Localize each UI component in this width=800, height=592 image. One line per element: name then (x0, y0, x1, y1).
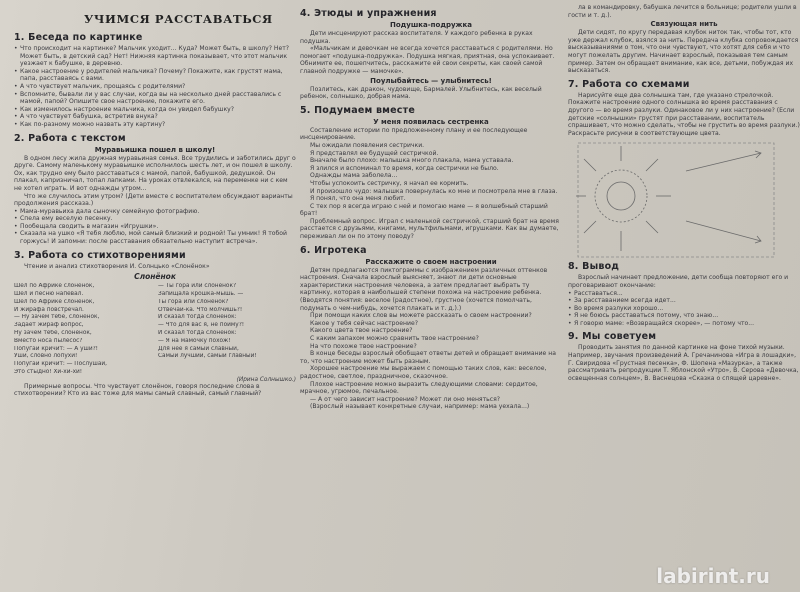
sun-icon (576, 146, 671, 251)
paragraph: Чтобы успокоить сестричку, я начал ее кормить. (310, 179, 469, 187)
list-item: • Я не боюсь расставаться потому, что знаю... (574, 312, 800, 320)
list-item: • А что чувствует бабушка, встретив внука? (20, 113, 296, 121)
section-8-paragraph: Взрослый начинает предложение, дети сообща повторяют его и проговаривают окончание: (568, 274, 789, 289)
paragraph: Я представлял ее будущей сестричкой. (310, 149, 439, 157)
paragraph: С тех пор я всегда играю с ней и помогаю маме — я волшебный старший брат! (300, 202, 548, 218)
section-2-heading: 2. Работа с текстом (14, 132, 126, 144)
paragraph: Я понял, что она меня любит. (310, 195, 406, 203)
section-7-paragraph: Нарисуйте еще два солнышка там, где указано стрелочкой. Покажите настроение одного солнышка во время расставания с другого — во время разлуки. Одинаковое ли у них настроение? (Если детские «солнышки» грустят при расставании, воспитатель спрашивает, что можно сделать, чтобы не грустить во время разлуки.) Раскрасьте рисунки в соответствующие цвета. (568, 91, 800, 137)
list-item: • Что происходит на картинке? Мальчик уходит... Куда? Может быть, в школу? Нет? Может быть, в детский сад? Нет! Нижняя картинка показывает, что этот мальчик уезжает к бабушке, в деревню. (20, 45, 296, 68)
thread-subtitle: Связующая нить (650, 20, 718, 29)
sun-drawing-area (568, 137, 800, 257)
paragraph: Однажды мама заболела... (310, 172, 398, 180)
section-2-paragraph: В одном лесу жила дружная муравьиная семья. Все трудились и заботились друг о друге. Самому маленькому муравьишке исполнилось шесть лет, и он пошел в школу. Ох, как трудно ему было расставаться с мамой, папой, бабушкой, дедушкой. Он плакал, капризничал, топал лапками. На уроках отвлекался, на переменке ни с кем не хотел играть. И вот однажды утром... (14, 154, 296, 192)
section-6-heading: 6. Игротека (300, 244, 367, 256)
list-item: • За расставанием всегда идет... (574, 297, 800, 305)
paragraph: Я злился и вспоминал то время, когда сестрички не было. (310, 164, 499, 172)
list-item: • Как по-разному можно назвать эту картину? (20, 121, 296, 129)
list-item: • Спела ему веселую песенку. (20, 215, 296, 223)
text-line: — Ну зачем тебе, слонёнок, (14, 314, 100, 321)
section-4-heading: 4. Этюды и упражнения (300, 8, 437, 19)
section-9-heading: 9. Мы советуем (568, 331, 657, 343)
paragraph: Проблемный вопрос. Играл с маленькой сестричкой, старший брат на время расстается с друзьями, книгами, мультфильмами, игрушками. Как вы думаете, переживал ли он по этому поводу? (300, 217, 559, 241)
text-line: Запищала крошка-мышь. — (158, 291, 244, 298)
list-item: • Вспомните, бывали ли у вас случаи, когда вы на несколько дней расставались с мамой, папой? Опишите свое настроение, покажите его. (20, 91, 296, 106)
paragraph: Составление истории по предложенному плану и ее последующее инсценирование. (300, 126, 528, 142)
section-7-heading: 7. Работа со схемами (568, 78, 690, 90)
sun-scheme-illustration (576, 141, 776, 259)
text-line: И сказал тогда слонёнок: (158, 330, 237, 337)
section-2-list (14, 208, 296, 246)
section-2-paragraph: Что же случилось этим утром? (Дети вместе с воспитателем обсуждают варианты продолжения рассказа.) (14, 192, 293, 208)
text-line: Это стыдно! Хи-хи-хи! (14, 369, 83, 376)
list-item: • Расставаться... (574, 290, 800, 298)
continued-text: ла в командировку, бабушка лечится в больнице; родители ушли в гости и т. д.). (568, 4, 797, 19)
paragraph: Какое у тебя сейчас настроение? (310, 319, 418, 327)
section-8-list (568, 290, 800, 328)
text-line: Уши, словно лопухи! (14, 353, 78, 360)
column-right (568, 4, 800, 592)
text-line: Для неё я самый славный, (158, 345, 239, 352)
paragraph: (Взрослый называет конкретные случаи, например: мама уехала...) (310, 403, 530, 411)
paragraph: И произошло чудо: малышка повернулась ко мне и посмотрела мне в глаза. (310, 187, 558, 195)
section-4-paragraph: «Мальчикам и девочкам не всегда хочется расставаться с родителями. Но помогает «подушка-подружка». Подушка мягкая, приятная, она успокаивает. Обнимите ее, пошепчитесь, расскажите ей свои секреты, как своей самой главной подружке — мамочке». (300, 45, 555, 75)
paragraph: Вначале было плохо: малышка много плакала, мама уставала. (310, 157, 514, 165)
poem-column-left (14, 283, 152, 377)
paragraph: Какого цвета твое настроение? (310, 327, 413, 335)
list-item: • Пообещала сводить в магазин «Игрушки». (20, 223, 296, 231)
text-line: И жирафа повстречал. (14, 306, 84, 313)
paragraph: На что похоже твое настроение? (310, 342, 417, 350)
watermark-logo: labirint.ru (656, 564, 770, 588)
section-3-intro: Чтение и анализ стихотворения И. Солнцько «Слонёнок» (24, 262, 210, 270)
paragraph: Детям предлагаются пиктограммы с изображением различных оттенков настроения. Сначала взрослый выясняет, знают ли дети основные характеристики настроения человека, а затем предлагает выбрать ту картинку, которая в наибольшей степени похожа на настроение ребенка. (Вводятся понятия: веселое (радостное), грустное (хочется помолчать, подумать о чем-нибудь, хочется плакать и т. д.).) (300, 266, 548, 312)
text-line: Попугай кричит: — А уши?! (14, 345, 98, 352)
text-line: — Что для вас я, не пойму?! (158, 322, 245, 329)
text-line: Шёл по Африке слонёнок, (14, 298, 95, 305)
paragraph: — А от чего зависит настроение? Может ли оно меняться? (310, 395, 500, 403)
text-line: — Я на мамочку похож! (158, 337, 231, 344)
thread-paragraph: Дети сидят, по кругу передавая клубок ниток так, чтобы тот, кто уже держал клубок, взялся за нить. Передача клубка сопровождается высказываниями о том, что они чувствуют, что хотят для себя и что могут пожелать другим. Начинает взрослый, показывая тем самым пример. Затем он обращает внимание, как все, детьми, побуждая их высказаться. (568, 29, 799, 75)
poem (14, 283, 296, 377)
list-item: • Какое настроение у родителей мальчика? Почему? Покажите, как грустят мама, папа, расставаясь с вами. (20, 68, 296, 83)
section-6-subtitle: Расскажите о своем настроении (365, 257, 497, 266)
section-4-subtitle-1: Подушка-подружка (389, 21, 472, 29)
paragraph: При помощи каких слов вы можете рассказать о своем настроении? (310, 312, 532, 320)
section-1-list (14, 45, 296, 129)
paragraph: В конце беседы взрослый обобщает ответы детей и обращает внимание на то, что настроение может быть разным. (300, 350, 556, 365)
section-4-paragraph: Позлитесь, как дракон, чудовище, Бармалей. Улыбнитесь, как веселый ребенок, солнышко, добрая мама. (300, 85, 542, 101)
text-line: Попугай кричит: — Послушай, (14, 361, 107, 368)
list-item: • Во время разлуки хорошо... (574, 305, 800, 313)
text-line: Самый лучший, самый главный! (158, 353, 257, 360)
list-item: • Как изменилось настроение мальчика, когда он увидел бабушку? (20, 106, 296, 114)
section-4-paragraph: Дети инсценируют рассказ воспитателя. У каждого ребенка в руках подушка. (300, 30, 533, 45)
section-6-body (300, 267, 562, 411)
section-9-paragraph: Проводить занятия по данной картинке на фоне тихой музыки. Например, звучания произведений А. Гречанинова «Игра в лошадки», Г. Свиридова «Грустная песенка», Ф. Шопена «Мазурка», а также рассматривать репродукции Т. Яблонской «Утро», В. Серова «Девочка, освещенная солнцем», В. Васнецова «Сказка о спящей царевне». (568, 344, 799, 382)
text-line: Вместо носа пылесос? (14, 337, 83, 344)
text-line: Отвечай-ка. Что молчишь?! (158, 306, 243, 313)
list-item: • А что чувствует мальчик, прощаясь с родителями? (20, 83, 296, 91)
column-middle (300, 4, 562, 592)
paragraph: Плохое настроение можно выразить следующими словами: сердитое, мрачное, угрюмое, печальное. (300, 380, 538, 396)
page-title: УЧИМСЯ РАССТАВАТЬСЯ (84, 12, 273, 26)
list-item: • Мама-муравьиха дала сыночку семейную фотографию. (20, 208, 296, 216)
section-5-subtitle: У меня появилась сестренка (373, 117, 489, 126)
section-5-heading: 5. Подумаем вместе (300, 104, 415, 116)
text-line: Задает жираф вопрос, (14, 322, 84, 329)
list-item: • Я говорю маме: «Возвращайся скорее», — потому что... (574, 320, 800, 328)
paragraph: С каким запахом можно сравнить твое настроение? (310, 335, 479, 342)
column-left (14, 4, 296, 592)
paragraph: Хорошее настроение мы выражаем с помощью таких слов, как: веселое, радостное, светлое, праздничное, сказочное. (300, 365, 547, 380)
section-3-questions: Примерные вопросы. Что чувствует слонёнок, говоря последние слова в стихотворении? Кто из вас тоже для мамы самый славный, самый главный? (14, 382, 262, 398)
paragraph: Мы ожидали появления сестрички. (310, 141, 425, 149)
section-8-heading: 8. Вывод (568, 261, 620, 273)
poem-column-right (158, 283, 296, 377)
poem-author: (Ирина Солнышко.) (236, 376, 296, 383)
text-line: Шёл по Африке слонёнок, (14, 283, 95, 290)
section-4-subtitle-2: Поулыбайтесь — улыбнитесь! (370, 76, 492, 85)
poem-title: Слонёнок (134, 272, 176, 282)
list-item: • Сказала на ушко «Я тебя люблю, мой самый близкий и родной! Ты умник! Я тобой горжусь! И запомни: после расставания обязательно наступит встреча». (20, 230, 296, 245)
section-5-body (300, 127, 562, 241)
text-line: — Ты гора или слонёнок? (158, 283, 237, 290)
text-line: Ты гора или слонёнок? (158, 298, 229, 305)
text-line: И сказал тогда слонёнок: (158, 314, 237, 321)
section-1-heading: 1. Беседа по картинке (14, 32, 143, 43)
section-3-heading: 3. Работа со стихотворениями (14, 249, 186, 261)
arrow-icon (686, 151, 761, 243)
text-line: Шёл и песню напевал. (14, 291, 84, 298)
section-2-subtitle: Муравьишка пошел в школу! (94, 145, 216, 154)
text-line: Ну зачем тебе, слонёнок, (14, 330, 92, 337)
